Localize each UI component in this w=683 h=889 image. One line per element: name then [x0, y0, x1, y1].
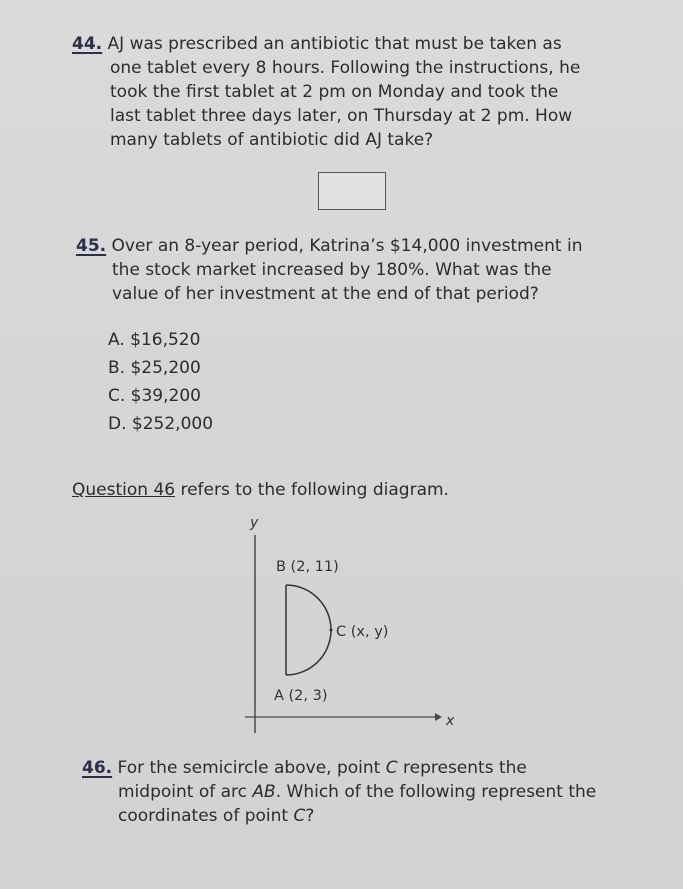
- q46-text-1a: For the semicircle above, point: [117, 758, 386, 778]
- y-axis-label: y: [250, 515, 259, 531]
- x-axis-label: x: [446, 713, 455, 729]
- point-a-label: A (2, 3): [274, 688, 328, 704]
- q44-line-3: took the first tablet at 2 pm on Monday and took the: [110, 82, 559, 102]
- q44-line-1: [72, 32, 652, 56]
- point-b-label: B (2, 11): [276, 559, 339, 575]
- semicircle-diagram: [230, 505, 480, 745]
- q45-choices: [108, 326, 213, 438]
- question-44: [72, 32, 652, 152]
- x-axis-arrow: [435, 713, 442, 721]
- q44-line-4: last tablet three days later, on Thursday at 2 pm. How: [110, 106, 573, 126]
- q46-text-2b: . Which of the following represent the: [275, 782, 597, 802]
- question-46-link: Question 46: [72, 480, 176, 500]
- q45-line-1: [76, 234, 666, 258]
- q46-var-ab: AB: [252, 782, 276, 802]
- q44-line-2: one tablet every 8 hours. Following the instructions, he: [110, 58, 581, 78]
- q44-text-1: AJ was prescribed an antibiotic that must be taken as: [107, 34, 562, 54]
- q46-text-3b: ?: [305, 806, 315, 826]
- question-46-ref-text: refers to the following diagram.: [175, 480, 449, 500]
- q44-line-5: many tablets of antibiotic did AJ take?: [110, 130, 434, 150]
- q44-number: 44.: [72, 34, 103, 54]
- q46-number: 46.: [82, 758, 113, 778]
- q46-text-1b: represents the: [397, 758, 527, 778]
- question-46-reference: [72, 478, 449, 502]
- choice-c[interactable]: C. $39,200: [108, 386, 201, 406]
- q45-text-1: Over an 8-year period, Katrina’s $14,000 investment in: [111, 236, 583, 256]
- point-c-marker: [330, 629, 333, 632]
- q45-line-3: value of her investment at the end of that period?: [112, 284, 539, 304]
- q46-line-3: [82, 804, 672, 828]
- choice-a[interactable]: A. $16,520: [108, 330, 201, 350]
- q46-text-3a: coordinates of point: [118, 806, 294, 826]
- semicircle-arc: [286, 585, 331, 675]
- question-46: [82, 756, 672, 828]
- q46-var-c: C: [385, 758, 398, 778]
- point-c-label: C (x, y): [336, 624, 389, 640]
- q46-line-2: [82, 780, 672, 804]
- q46-text-2a: midpoint of arc: [118, 782, 253, 802]
- q46-var-c2: C: [293, 806, 306, 826]
- answer-input-box[interactable]: [318, 172, 386, 210]
- q45-number: 45.: [76, 236, 107, 256]
- choice-b[interactable]: B. $25,200: [108, 358, 201, 378]
- q45-line-2: the stock market increased by 180%. What was the: [112, 260, 552, 280]
- choice-d[interactable]: D. $252,000: [108, 414, 214, 434]
- question-45: [76, 234, 666, 306]
- q46-line-1: [82, 756, 672, 780]
